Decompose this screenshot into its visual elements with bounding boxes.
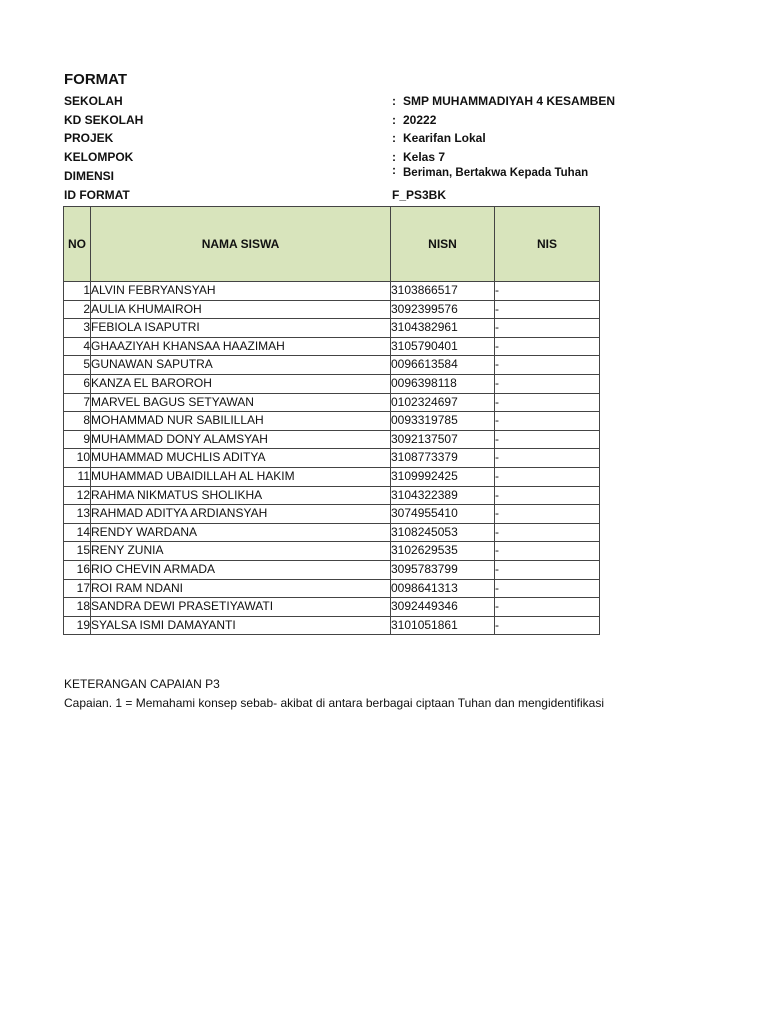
meta-label: SEKOLAH xyxy=(64,94,123,108)
row-no: 19 xyxy=(64,616,91,635)
row-nisn: 3095783799 xyxy=(391,560,495,579)
row-no: 8 xyxy=(64,412,91,431)
row-nama-siswa: SYALSA ISMI DAMAYANTI xyxy=(91,616,391,635)
row-no: 13 xyxy=(64,505,91,524)
table-row xyxy=(64,598,600,617)
row-nama-siswa: GUNAWAN SAPUTRA xyxy=(91,356,391,375)
row-nama-siswa: RAHMA NIKMATUS SHOLIKHA xyxy=(91,486,391,505)
table-row xyxy=(64,319,600,338)
row-nama-siswa: RENDY WARDANA xyxy=(91,523,391,542)
table-row xyxy=(64,560,600,579)
row-nisn: 0096398118 xyxy=(391,374,495,393)
row-nis: - xyxy=(495,616,600,635)
header-nis: NIS xyxy=(495,207,600,282)
row-nisn: 0098641313 xyxy=(391,579,495,598)
table-row xyxy=(64,430,600,449)
row-nisn: 3102629535 xyxy=(391,542,495,561)
meta-value: F_PS3BK xyxy=(392,188,447,202)
meta-value: Kelas 7 xyxy=(403,150,446,164)
row-nisn: 3092449346 xyxy=(391,598,495,617)
table-row xyxy=(64,616,600,635)
row-nisn: 3108773379 xyxy=(391,449,495,468)
row-nis: - xyxy=(495,374,600,393)
meta-value: 20222 xyxy=(403,113,437,127)
row-nis: - xyxy=(495,282,600,301)
row-nis: - xyxy=(495,486,600,505)
row-nis: - xyxy=(495,579,600,598)
row-nama-siswa: RENY ZUNIA xyxy=(91,542,391,561)
row-nama-siswa: MARVEL BAGUS SETYAWAN xyxy=(91,393,391,412)
row-nisn: 0096613584 xyxy=(391,356,495,375)
header-no: NO xyxy=(64,207,91,282)
row-nama-siswa: MOHAMMAD NUR SABILILLAH xyxy=(91,412,391,431)
table-header-row xyxy=(64,207,600,282)
row-nama-siswa: GHAAZIYAH KHANSAA HAAZIMAH xyxy=(91,337,391,356)
row-no: 1 xyxy=(64,282,91,301)
row-nis: - xyxy=(495,430,600,449)
row-nisn: 3109992425 xyxy=(391,467,495,486)
row-nis: - xyxy=(495,300,600,319)
row-no: 7 xyxy=(64,393,91,412)
table-row xyxy=(64,542,600,561)
row-nama-siswa: RIO CHEVIN ARMADA xyxy=(91,560,391,579)
row-no: 16 xyxy=(64,560,91,579)
row-nama-siswa: MUHAMMAD DONY ALAMSYAH xyxy=(91,430,391,449)
row-nisn: 3103866517 xyxy=(391,282,495,301)
row-nisn: 3105790401 xyxy=(391,337,495,356)
row-no: 14 xyxy=(64,523,91,542)
table-row xyxy=(64,282,600,301)
meta-separator: : xyxy=(392,131,396,145)
row-nama-siswa: KANZA EL BAROROH xyxy=(91,374,391,393)
meta-row-kd-sekolah xyxy=(0,111,768,130)
row-nama-siswa: SANDRA DEWI PRASETIYAWATI xyxy=(91,598,391,617)
meta-row-sekolah xyxy=(0,92,768,111)
table-row xyxy=(64,412,600,431)
row-nisn: 3074955410 xyxy=(391,505,495,524)
meta-row-id-format xyxy=(0,186,768,205)
table-row xyxy=(64,337,600,356)
row-nisn: 3092137507 xyxy=(391,430,495,449)
row-nisn: 0102324697 xyxy=(391,393,495,412)
row-no: 9 xyxy=(64,430,91,449)
row-nama-siswa: FEBIOLA ISAPUTRI xyxy=(91,319,391,338)
meta-label: KELOMPOK xyxy=(64,150,134,164)
row-nis: - xyxy=(495,467,600,486)
row-nis: - xyxy=(495,412,600,431)
meta-value: SMP MUHAMMADIYAH 4 KESAMBEN xyxy=(403,94,616,108)
row-no: 4 xyxy=(64,337,91,356)
meta-row-projek xyxy=(0,129,768,148)
row-nama-siswa: RAHMAD ADITYA ARDIANSYAH xyxy=(91,505,391,524)
row-no: 17 xyxy=(64,579,91,598)
row-nisn: 3108245053 xyxy=(391,523,495,542)
row-nis: - xyxy=(495,356,600,375)
row-nama-siswa: MUHAMMAD UBAIDILLAH AL HAKIM xyxy=(91,467,391,486)
notes-text: Capaian. 1 = Memahami konsep sebab- akibat di antara berbagai ciptaan Tuhan dan mengidentifikasi xyxy=(64,696,605,710)
row-nis: - xyxy=(495,393,600,412)
table-row xyxy=(64,579,600,598)
meta-row-dimensi xyxy=(0,163,768,186)
meta-value: Kearifan Lokal xyxy=(403,131,486,145)
row-nisn: 3104322389 xyxy=(391,486,495,505)
table-row xyxy=(64,393,600,412)
row-nama-siswa: ALVIN FEBRYANSYAH xyxy=(91,282,391,301)
meta-separator: : xyxy=(392,113,396,127)
meta-value: Beriman, Bertakwa Kepada Tuhan xyxy=(403,167,589,179)
row-nis: - xyxy=(495,319,600,338)
table-row xyxy=(64,356,600,375)
student-table xyxy=(63,206,600,635)
row-nama-siswa: ROI RAM NDANI xyxy=(91,579,391,598)
row-nama-siswa: AULIA KHUMAIROH xyxy=(91,300,391,319)
row-nis: - xyxy=(495,542,600,561)
table-row xyxy=(64,523,600,542)
row-nisn: 3101051861 xyxy=(391,616,495,635)
meta-separator: : xyxy=(392,94,396,108)
row-no: 11 xyxy=(64,467,91,486)
header-nama-siswa: NAMA SISWA xyxy=(91,207,391,282)
table-row xyxy=(64,300,600,319)
header-nisn: NISN xyxy=(391,207,495,282)
row-nis: - xyxy=(495,505,600,524)
table-row xyxy=(64,467,600,486)
row-nisn: 0093319785 xyxy=(391,412,495,431)
row-nis: - xyxy=(495,560,600,579)
notes-title: KETERANGAN CAPAIAN P3 xyxy=(64,677,220,691)
form-title: FORMAT xyxy=(64,71,128,88)
row-no: 15 xyxy=(64,542,91,561)
table-row xyxy=(64,505,600,524)
row-no: 3 xyxy=(64,319,91,338)
meta-separator: : xyxy=(392,150,396,164)
table-row xyxy=(64,486,600,505)
row-nisn: 3092399576 xyxy=(391,300,495,319)
row-nis: - xyxy=(495,523,600,542)
table-row xyxy=(64,374,600,393)
row-no: 10 xyxy=(64,449,91,468)
meta-label: KD SEKOLAH xyxy=(64,113,144,127)
row-no: 12 xyxy=(64,486,91,505)
row-no: 18 xyxy=(64,598,91,617)
row-nis: - xyxy=(495,598,600,617)
row-nama-siswa: MUHAMMAD MUCHLIS ADITYA xyxy=(91,449,391,468)
row-no: 5 xyxy=(64,356,91,375)
meta-separator: : xyxy=(392,163,396,177)
table-row xyxy=(64,449,600,468)
meta-label: DIMENSI xyxy=(64,169,115,183)
meta-label: ID FORMAT xyxy=(64,188,130,202)
meta-label: PROJEK xyxy=(64,131,114,145)
meta-row-kelompok xyxy=(0,148,768,167)
row-nis: - xyxy=(495,337,600,356)
row-nisn: 3104382961 xyxy=(391,319,495,338)
row-no: 2 xyxy=(64,300,91,319)
row-no: 6 xyxy=(64,374,91,393)
row-nis: - xyxy=(495,449,600,468)
